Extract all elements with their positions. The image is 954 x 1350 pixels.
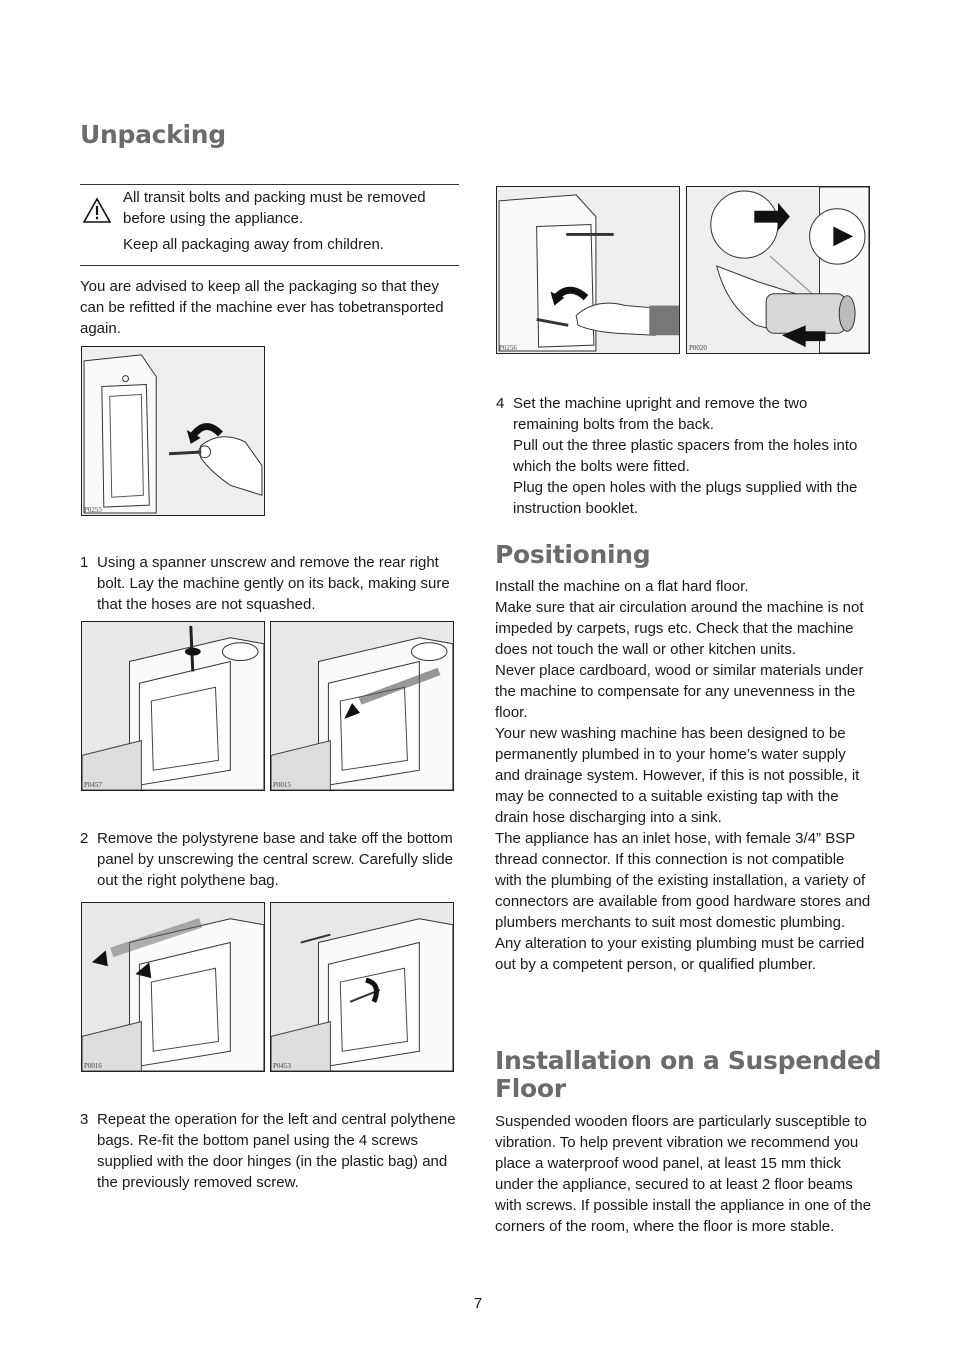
figure-illustration	[82, 903, 264, 1071]
positioning-paragraph: Your new washing machine has been designed to be permanently plumbed in to your home’s water supply and drainage system. However, if this is not possible, it may be connected to a suitable existing tap with the drain hose discharging into a sink.	[495, 725, 860, 826]
positioning-paragraph: Install the machine on a flat hard floor.	[495, 578, 749, 595]
suspended-floor-title	[495, 1047, 881, 1103]
figure-illustration	[82, 622, 264, 790]
step-text: Using a spanner unscrew and remove the rear right bolt. Lay the machine gently on its back, making sure that the hoses are not squashed.	[97, 554, 450, 613]
positioning-paragraph: Never place cardboard, wood or similar materials under the machine to compensate for any unevenness in the floor.	[495, 662, 864, 721]
warning-line-1: All transit bolts and packing must be removed before using the appliance.	[123, 189, 426, 227]
warning-top-rule	[80, 184, 459, 185]
figure-slide-out-right-bag	[270, 621, 454, 791]
figure-code: P0020	[689, 344, 707, 352]
figure-remove-remaining-bolts	[496, 186, 680, 354]
page-number: 7	[473, 1295, 483, 1312]
step-1	[80, 552, 460, 615]
step-number: 2	[80, 830, 89, 847]
figure-code: P0457	[84, 781, 102, 789]
figure-code: P0015	[273, 781, 291, 789]
figure-remove-left-central-bags	[81, 902, 265, 1072]
figure-code: P0453	[273, 1062, 291, 1070]
figure-code: P0255	[84, 506, 102, 514]
step-4-line-1: Set the machine upright and remove the two remaining bolts from the back.	[513, 395, 808, 433]
figure-remove-spacers-plug-holes	[686, 186, 870, 354]
step-3	[80, 1109, 460, 1193]
step-text	[513, 393, 874, 519]
positioning-text	[495, 576, 873, 975]
figure-illustration	[271, 903, 453, 1071]
warning-triangle-icon	[82, 197, 112, 224]
figure-illustration	[687, 187, 869, 353]
figure-illustration	[497, 187, 679, 353]
step-4-line-3: Plug the open holes with the plugs supplied with the instruction booklet.	[513, 479, 858, 517]
warning-text	[123, 187, 453, 255]
figure-illustration	[271, 622, 453, 790]
step-2	[80, 828, 460, 891]
suspended-title-line-1: Installation on a Suspended	[495, 1046, 882, 1075]
step-number: 1	[80, 554, 89, 571]
figure-refit-bottom-panel	[270, 902, 454, 1072]
figure-code: P0256	[499, 344, 517, 352]
step-text: Remove the polystyrene base and take off the bottom panel by unscrewing the central screw. Carefully slide out the right polythene bag.	[97, 830, 454, 889]
unpacking-title: Unpacking	[80, 120, 226, 149]
unpacking-intro: You are advised to keep all the packaging so that they can be refitted if the machine ever has tobetransported again.	[80, 278, 444, 337]
positioning-title: Positioning	[495, 540, 651, 569]
figure-illustration	[82, 347, 264, 515]
step-number: 3	[80, 1111, 89, 1128]
positioning-paragraph: The appliance has an inlet hose, with female 3/4” BSP thread connector. If this connection is not compatible with the plumbing of the existing installation, a variety of connectors are available from good hardware stores and plumbers merchants to suit most domestic plumbing. Any alteration to your existing plumbing must be carried out by a competent person, or qualified plumber.	[495, 830, 871, 973]
warning-line-2: Keep all packaging away from children.	[123, 236, 384, 253]
suspended-title-line-2: Floor	[495, 1074, 566, 1103]
step-text: Repeat the operation for the left and central polythene bags. Re-fit the bottom panel using the 4 screws supplied with the door hinges (in the plastic bag) and the previously removed screw.	[97, 1111, 456, 1191]
step-number: 4	[496, 395, 505, 412]
step-4	[496, 393, 874, 519]
suspended-floor-text: Suspended wooden floors are particularly susceptible to vibration. To help prevent vibration we recommend you place a waterproof wood panel, at least 15 mm thick under the appliance, secured to at least 2 floor beams with screws. If possible install the appliance in one of the corners of the room, where the floor is more stable.	[495, 1113, 872, 1235]
step-4-line-2: Pull out the three plastic spacers from the holes into which the bolts were fitted.	[513, 437, 858, 475]
figure-unscrew-central-screw	[81, 621, 265, 791]
figure-remove-rear-bolt	[81, 346, 265, 516]
figure-code: P0016	[84, 1062, 102, 1070]
positioning-paragraph: Make sure that air circulation around the machine is not impeded by carpets, rugs etc. Check that the machine does not touch the wall or other kitchen units.	[495, 599, 864, 658]
warning-bottom-rule	[80, 265, 459, 266]
